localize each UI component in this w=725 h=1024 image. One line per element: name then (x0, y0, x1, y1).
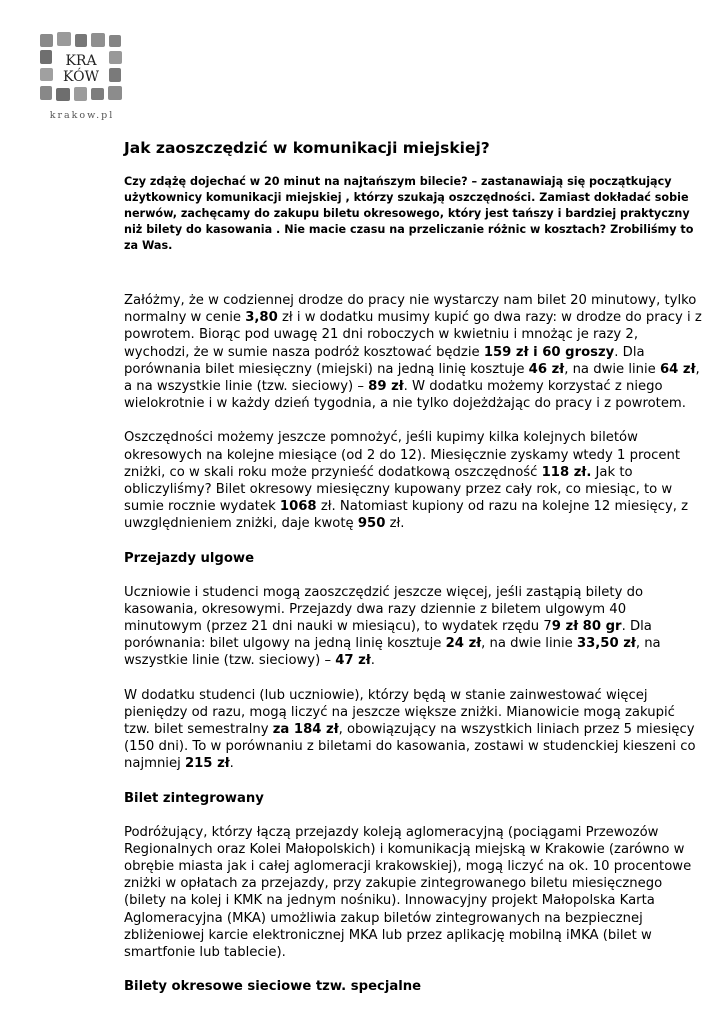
logo-caption: krakow.pl (49, 110, 115, 121)
paragraph-1: Załóżmy, że w codziennej drodze do pracy nie wystarczy nam bilet 20 minutowy, tylko normalny w cenie 3,80 zł i w dodatku musimy kupić go dwa razy: w drodze do pracy i z powrotem. Biorąc pod uwagę 21 dni roboczych w kwietniu i mnożąc je razy 2, wychodzi, że w sumie nasza podróż kosztować będzie 159 zł i 60 groszy. Dla porównania bilet miesięczny (miejski) na jedną linię kosztuje 46 zł, na dwie linie 64 zł, a na wszystkie linie (tzw. sieciowy) – 89 zł. W dodatku możemy korzystać z niego wielokrotnie i w każdy dzień tygodnia, a nie tylko dojeżdżając do pracy i z powrotem. (124, 293, 702, 412)
paragraph-5: Podróżujący, którzy łączą przejazdy koleją aglomeracyjną (pociągami Przewozów Regionalnych oraz Kolei Małopolskich) i komunikacją miejską w Krakowie (zarówno w obrębie miasta jak i całej aglomeracji krakowskiej), mogą liczyć na ok. 10 procentowe zniżki w opłatach za przejazdy, przy zakupie zintegrowanego biletu miesięcznego (bilety na kolej i KMK na jednym nośniku). Innowacyjny projekt Małopolska Karta Aglomeracyjna (MKA) umożliwia zakup biletów zintegrowanych na bezpiecznej zbliżeniowej karcie elektronicznej MKA lub przez aplikację mobilną iMKA (bilet w smartfonie lub tablecie). (124, 824, 692, 961)
paragraph-4: W dodatku studenci (lub uczniowie), którzy będą w stanie zainwestować więcej pieniędzy od razu, mogą liczyć na jeszcze większe zniżki. Mianowicie mogą zakupić tzw. bilet semestralny za 184 zł, obowiązujący na wszystkich liniach przez 5 miesięcy (150 dni). To w porównaniu z biletami do kasowania, zostawi w studenckiej kieszeni co najmniej 215 zł. (124, 687, 696, 772)
paragraph-3: Uczniowie i studenci mogą zaoszczędzić jeszcze więcej, jeśli zastąpią bilety do kasowania, okresowymi. Przejazdy dwa razy dziennie z biletem ulgowym 40 minutowym (przez 21 dni nauki w miesiącu), to wydatek rzędu 79 zł 80 gr. Dla porównania: bilet ulgowy na jedną linię kosztuje 24 zł, na dwie linie 33,50 zł, na wszystkie linie (tzw. sieciowy) – 47 zł. (124, 584, 661, 669)
heading-ulgowe: Przejazdy ulgowe (124, 550, 255, 566)
logo-tiles (37, 30, 127, 110)
heading-sieciowe: Bilety okresowe sieciowe tzw. specjalne (124, 979, 422, 995)
article (124, 138, 702, 1012)
heading-zintegrowany: Bilet zintegrowany (124, 790, 264, 806)
article-lead: Czy zdążę dojechać w 20 minut na najtańszym bilecie? – zastanawiają się początkujący użytkownicy komunikacji miejskiej , którzy szukają oszczędności. Zamiast dokładać sobie nerwów, zachęcamy do zakupu biletu okresowego, który jest tańszy i bardziej praktyczny niż bilety do kasowania . Nie macie czasu na przeliczanie różnic w kosztach? Zrobiliśmy to za Was. (124, 175, 694, 252)
article-title: Jak zaoszczędzić w komunikacji miejskiej? (124, 139, 490, 157)
logo-text-line2: KÓW (63, 69, 99, 85)
logo-text-line1: KRA (65, 53, 97, 69)
krakow-logo (37, 30, 127, 122)
paragraph-2: Oszczędności możemy jeszcze pomnożyć, jeśli kupimy kilka kolejnych biletów okresowych na kolejne miesiące (od 2 do 12). Miesięcznie zyskamy wtedy 1 procent zniżki, co w skali roku może przynieść dodatkową oszczędność 118 zł. Jak to obliczyliśmy? Bilet okresowy miesięczny kupowany przez cały rok, co miesiąc, to w sumie rocznie wydatek 1068 zł. Natomiast kupiony od razu na kolejne 12 miesięcy, z uwzględnieniem zniżki, daje kwotę 950 zł. (124, 430, 689, 532)
